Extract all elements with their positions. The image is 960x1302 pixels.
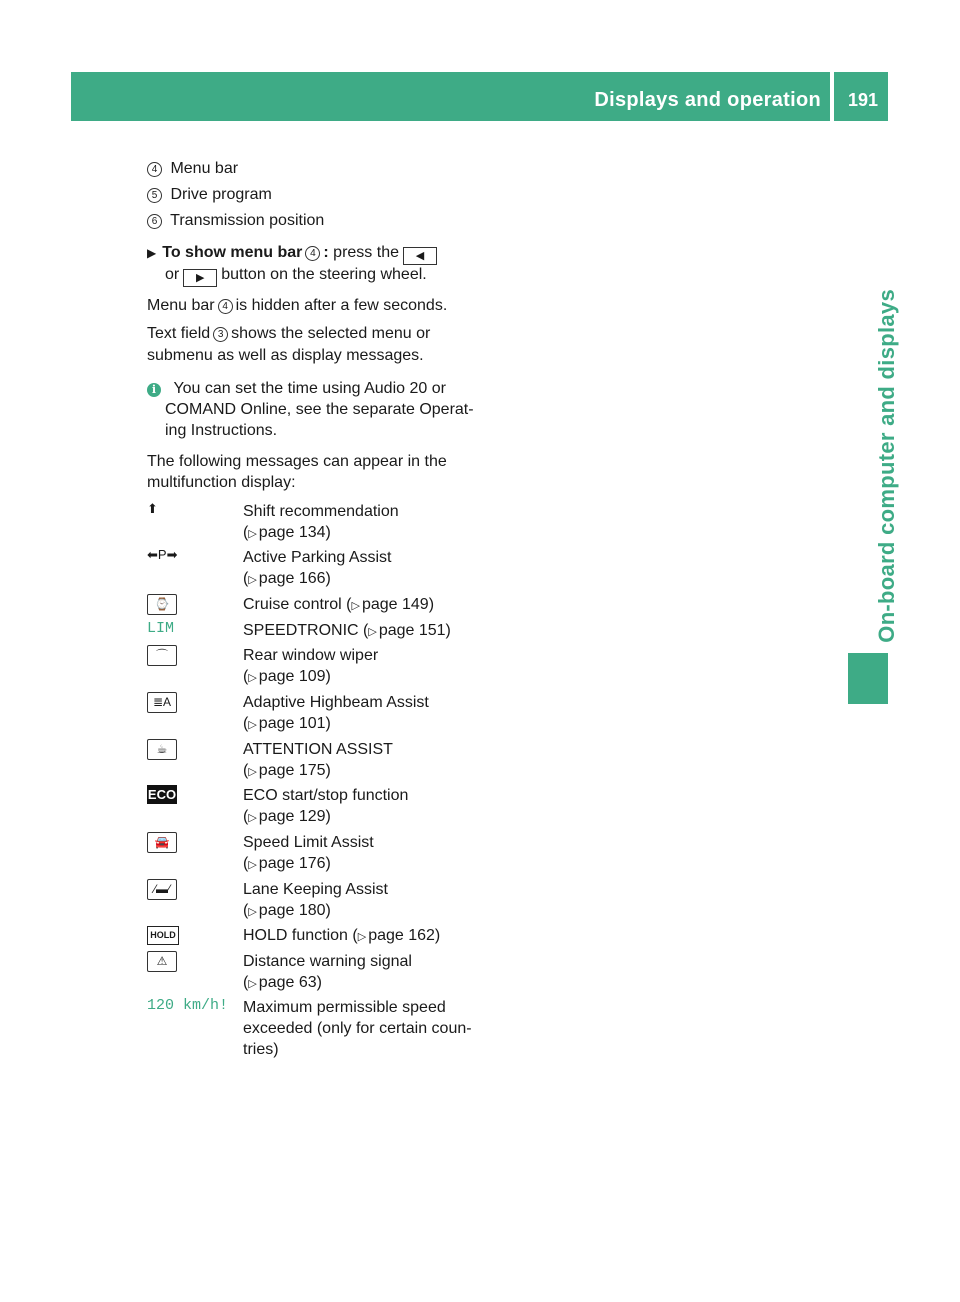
ref-arrow-icon: ▷ bbox=[368, 626, 377, 638]
chapter-title: On-board computer and displays bbox=[874, 289, 899, 643]
message-text: ATTENTION ASSIST bbox=[243, 741, 393, 758]
instruction-text: or bbox=[165, 266, 180, 283]
text: page 109) bbox=[258, 668, 331, 685]
legend-label: Drive program bbox=[170, 186, 272, 203]
instruction-text: press the bbox=[333, 244, 399, 261]
callout-number: 6 bbox=[147, 214, 162, 229]
text: page 63) bbox=[258, 974, 322, 991]
text: page 101) bbox=[258, 715, 331, 732]
speed-limit-assist-icon bbox=[147, 832, 237, 854]
icon-glyph: ⌚ bbox=[147, 594, 177, 615]
distance-warning-icon bbox=[147, 951, 237, 973]
paragraph-cont: submenu as well as display messages. bbox=[147, 347, 424, 364]
text: Menu bar bbox=[147, 297, 215, 314]
text: page 149) bbox=[361, 596, 435, 613]
instruction-line-2 bbox=[165, 264, 427, 287]
instruction-line bbox=[147, 242, 441, 265]
message-text: Maximum permissible speed bbox=[243, 999, 446, 1016]
message-text: Rear window wiper bbox=[243, 647, 379, 664]
page-ref bbox=[243, 760, 393, 783]
ref-arrow-icon: ▷ bbox=[248, 672, 257, 684]
page-ref bbox=[243, 972, 412, 995]
text: ( bbox=[243, 668, 249, 685]
text: page 176) bbox=[258, 855, 331, 872]
legend-item bbox=[147, 184, 272, 205]
info-text: ing Instructions. bbox=[165, 422, 278, 439]
left-button-icon: ◀ bbox=[403, 247, 437, 265]
colon: : bbox=[323, 244, 329, 261]
intro-text: multifunction display: bbox=[147, 474, 296, 491]
ref-arrow-icon: ▷ bbox=[248, 906, 257, 918]
legend-item bbox=[147, 158, 238, 179]
text: is hidden after a few seconds. bbox=[235, 297, 448, 314]
text: ( bbox=[243, 808, 249, 825]
icon-glyph: ECO bbox=[147, 787, 177, 802]
rear-wiper-icon bbox=[147, 645, 237, 667]
coffee-cup-icon bbox=[147, 739, 237, 761]
page-ref bbox=[243, 666, 378, 689]
section-title: Displays and operation bbox=[594, 89, 821, 111]
page-ref bbox=[243, 925, 440, 948]
ref-arrow-icon: ▷ bbox=[248, 812, 257, 824]
text: Text field bbox=[147, 325, 211, 342]
text: page 175) bbox=[258, 762, 331, 779]
header-divider bbox=[830, 72, 834, 121]
info-text: COMAND Online, see the separate Operat- bbox=[165, 401, 474, 418]
text: ( bbox=[243, 902, 249, 919]
eco-icon bbox=[147, 785, 237, 807]
info-text: You can set the time using Audio 20 or bbox=[173, 380, 446, 397]
message-text: Shift recommendation bbox=[243, 503, 399, 520]
text: page 134) bbox=[258, 524, 331, 541]
ref-arrow-icon: ▷ bbox=[248, 766, 257, 778]
ref-arrow-icon: ▷ bbox=[357, 931, 367, 943]
text: ( bbox=[243, 715, 249, 732]
ref-arrow-icon: ▷ bbox=[248, 859, 257, 871]
text: page 162) bbox=[368, 927, 441, 944]
page-ref bbox=[243, 568, 392, 591]
page-ref bbox=[243, 713, 429, 736]
callout-number: 4 bbox=[218, 299, 233, 314]
paragraph bbox=[147, 323, 430, 344]
callout-number: 3 bbox=[213, 327, 228, 342]
ref-arrow-icon: ▷ bbox=[248, 719, 257, 731]
page-ref bbox=[243, 900, 388, 923]
parking-assist-icon: ⬅P➡ bbox=[147, 547, 178, 562]
message-text: Cruise control ( bbox=[243, 596, 352, 613]
icon-glyph: ☕ bbox=[147, 739, 177, 760]
text: ( bbox=[243, 762, 249, 779]
icon-glyph: ≣A bbox=[147, 692, 177, 713]
ref-arrow-icon: ▷ bbox=[248, 574, 257, 586]
text: ( bbox=[243, 855, 249, 872]
hold-icon bbox=[147, 925, 237, 947]
ref-arrow-icon: ▷ bbox=[248, 528, 257, 540]
callout-number: 5 bbox=[147, 188, 162, 203]
text: page 166) bbox=[258, 570, 331, 587]
speed-exceeded-icon: 120 km/h! bbox=[147, 997, 229, 1014]
right-button-icon: ▶ bbox=[183, 269, 217, 287]
message-text: Distance warning signal bbox=[243, 953, 412, 970]
page-ref bbox=[243, 806, 408, 829]
icon-glyph: ⌒ bbox=[147, 645, 177, 666]
tab-marker bbox=[848, 653, 888, 704]
ref-arrow-icon: ▷ bbox=[351, 600, 360, 612]
message-text: tries) bbox=[243, 1041, 279, 1058]
message-text: ECO start/stop function bbox=[243, 787, 409, 804]
legend-label: Menu bar bbox=[170, 160, 239, 177]
icon-glyph: ⁄▬⁄ bbox=[147, 879, 177, 900]
page-ref bbox=[243, 522, 399, 545]
instruction-heading: To show menu bar bbox=[162, 244, 303, 261]
icon-glyph: HOLD bbox=[147, 926, 179, 945]
callout-number: 4 bbox=[147, 162, 162, 177]
side-tab bbox=[833, 121, 899, 826]
icon-glyph: ⚠ bbox=[147, 951, 177, 972]
message-text: Lane Keeping Assist bbox=[243, 881, 388, 898]
page-ref bbox=[243, 594, 434, 617]
legend-item bbox=[147, 210, 324, 231]
text: ( bbox=[243, 974, 249, 991]
text: ( bbox=[243, 524, 249, 541]
step-arrow-icon: ▶ bbox=[147, 246, 157, 260]
intro-text: The following messages can appear in the bbox=[147, 453, 447, 470]
message-text: SPEEDTRONIC ( bbox=[243, 622, 369, 639]
info-note bbox=[147, 378, 446, 399]
page-ref bbox=[243, 853, 374, 876]
paragraph bbox=[147, 295, 447, 316]
text: page 151) bbox=[378, 622, 451, 639]
highbeam-assist-icon bbox=[147, 692, 237, 714]
legend-label: Transmission position bbox=[170, 212, 325, 229]
icon-glyph: 🚘 bbox=[147, 832, 177, 853]
page-header bbox=[71, 72, 888, 121]
message-text: Speed Limit Assist bbox=[243, 834, 374, 851]
ref-arrow-icon: ▷ bbox=[248, 978, 257, 990]
info-icon: i bbox=[147, 383, 161, 397]
text: ( bbox=[243, 570, 249, 587]
instruction-text: button on the steering wheel. bbox=[221, 266, 427, 283]
message-text: exceeded (only for certain coun- bbox=[243, 1020, 472, 1037]
text: shows the selected menu or bbox=[231, 325, 431, 342]
text: page 180) bbox=[258, 902, 331, 919]
shift-up-icon: ⬆ bbox=[147, 501, 158, 516]
lane-keeping-icon bbox=[147, 879, 237, 901]
message-text: Adaptive Highbeam Assist bbox=[243, 694, 429, 711]
lim-icon: LIM bbox=[147, 620, 175, 637]
callout-number: 4 bbox=[305, 246, 320, 261]
page-ref bbox=[243, 620, 451, 643]
page-number: 191 bbox=[847, 90, 878, 110]
cruise-control-icon bbox=[147, 594, 237, 616]
message-text: Active Parking Assist bbox=[243, 549, 392, 566]
message-text: HOLD function ( bbox=[243, 927, 358, 944]
text: page 129) bbox=[258, 808, 331, 825]
